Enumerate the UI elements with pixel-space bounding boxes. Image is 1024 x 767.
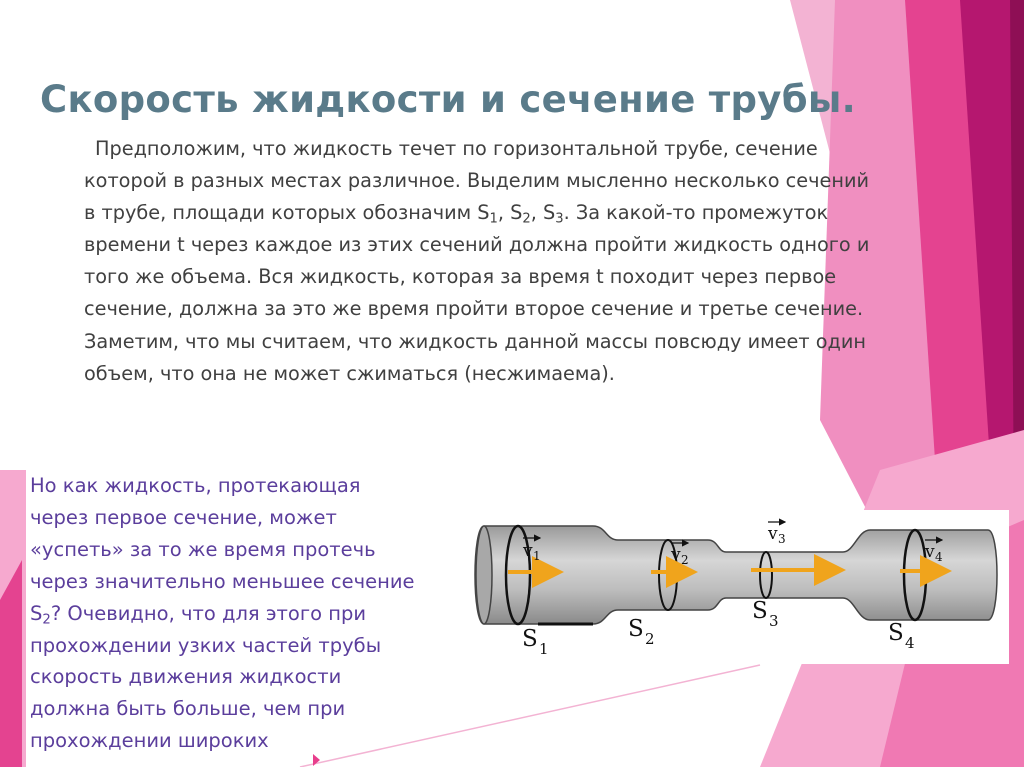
svg-text:4: 4 [905,634,915,652]
svg-text:v: v [925,542,935,562]
svg-text:2: 2 [681,553,689,567]
paragraph-part-1: Предположим, что жидкость течет по горизонтальной трубе, сечение которой в разных местах различное. Выделим мысленно несколько сечений в трубе, площади которых обозначим S [84,137,870,225]
slide-title: Скорость жидкости и сечение трубы. [40,78,856,121]
svg-text:S: S [752,598,768,624]
pipe-left-end [476,526,492,624]
svg-text:3: 3 [778,532,786,546]
svg-text:S: S [888,620,904,646]
side-text-part-1: Но как жидкость, протекающая через первое сечение, может «успеть» за то же время протечь через значительно меньшее сечение S [30,474,415,625]
svg-text:v: v [768,524,778,544]
subscript-1: 1 [489,211,498,227]
svg-text:v: v [671,545,681,565]
svg-text:4: 4 [935,550,943,564]
subscript-3: 3 [555,211,564,227]
pipe-diagram [468,510,1009,664]
svg-text:3: 3 [769,612,779,630]
paragraph-part-2: , S [497,201,523,225]
side-question-text [30,470,422,757]
svg-text:2: 2 [645,630,655,648]
svg-text:S: S [628,616,644,642]
svg-text:1: 1 [533,549,541,563]
side-text-part-2: ? Очевидно, что для этого при прохождении узких частей трубы скорость движения жидкости должна быть больше, чем при прохождении широких [30,601,382,753]
paragraph-part-4: . За какой-то промежуток времени t через каждое из этих сечений должна пройти жидкость одного и того же объема. Вся жидкость, которая за время t походит через первое сечение, должна за это же время пройти второе сечение и третье сечение. Заметим, что мы считаем, что жидкость данной массы повсюду имеет один объем, что она не может сжиматься (несжимаема). [84,201,870,385]
body-paragraph [84,133,884,390]
svg-text:1: 1 [539,640,549,658]
svg-text:v: v [523,541,533,561]
svg-text:S: S [522,626,538,652]
subscript-2: 2 [522,211,531,227]
side-subscript: 2 [42,611,51,627]
paragraph-part-3: , S [530,201,556,225]
